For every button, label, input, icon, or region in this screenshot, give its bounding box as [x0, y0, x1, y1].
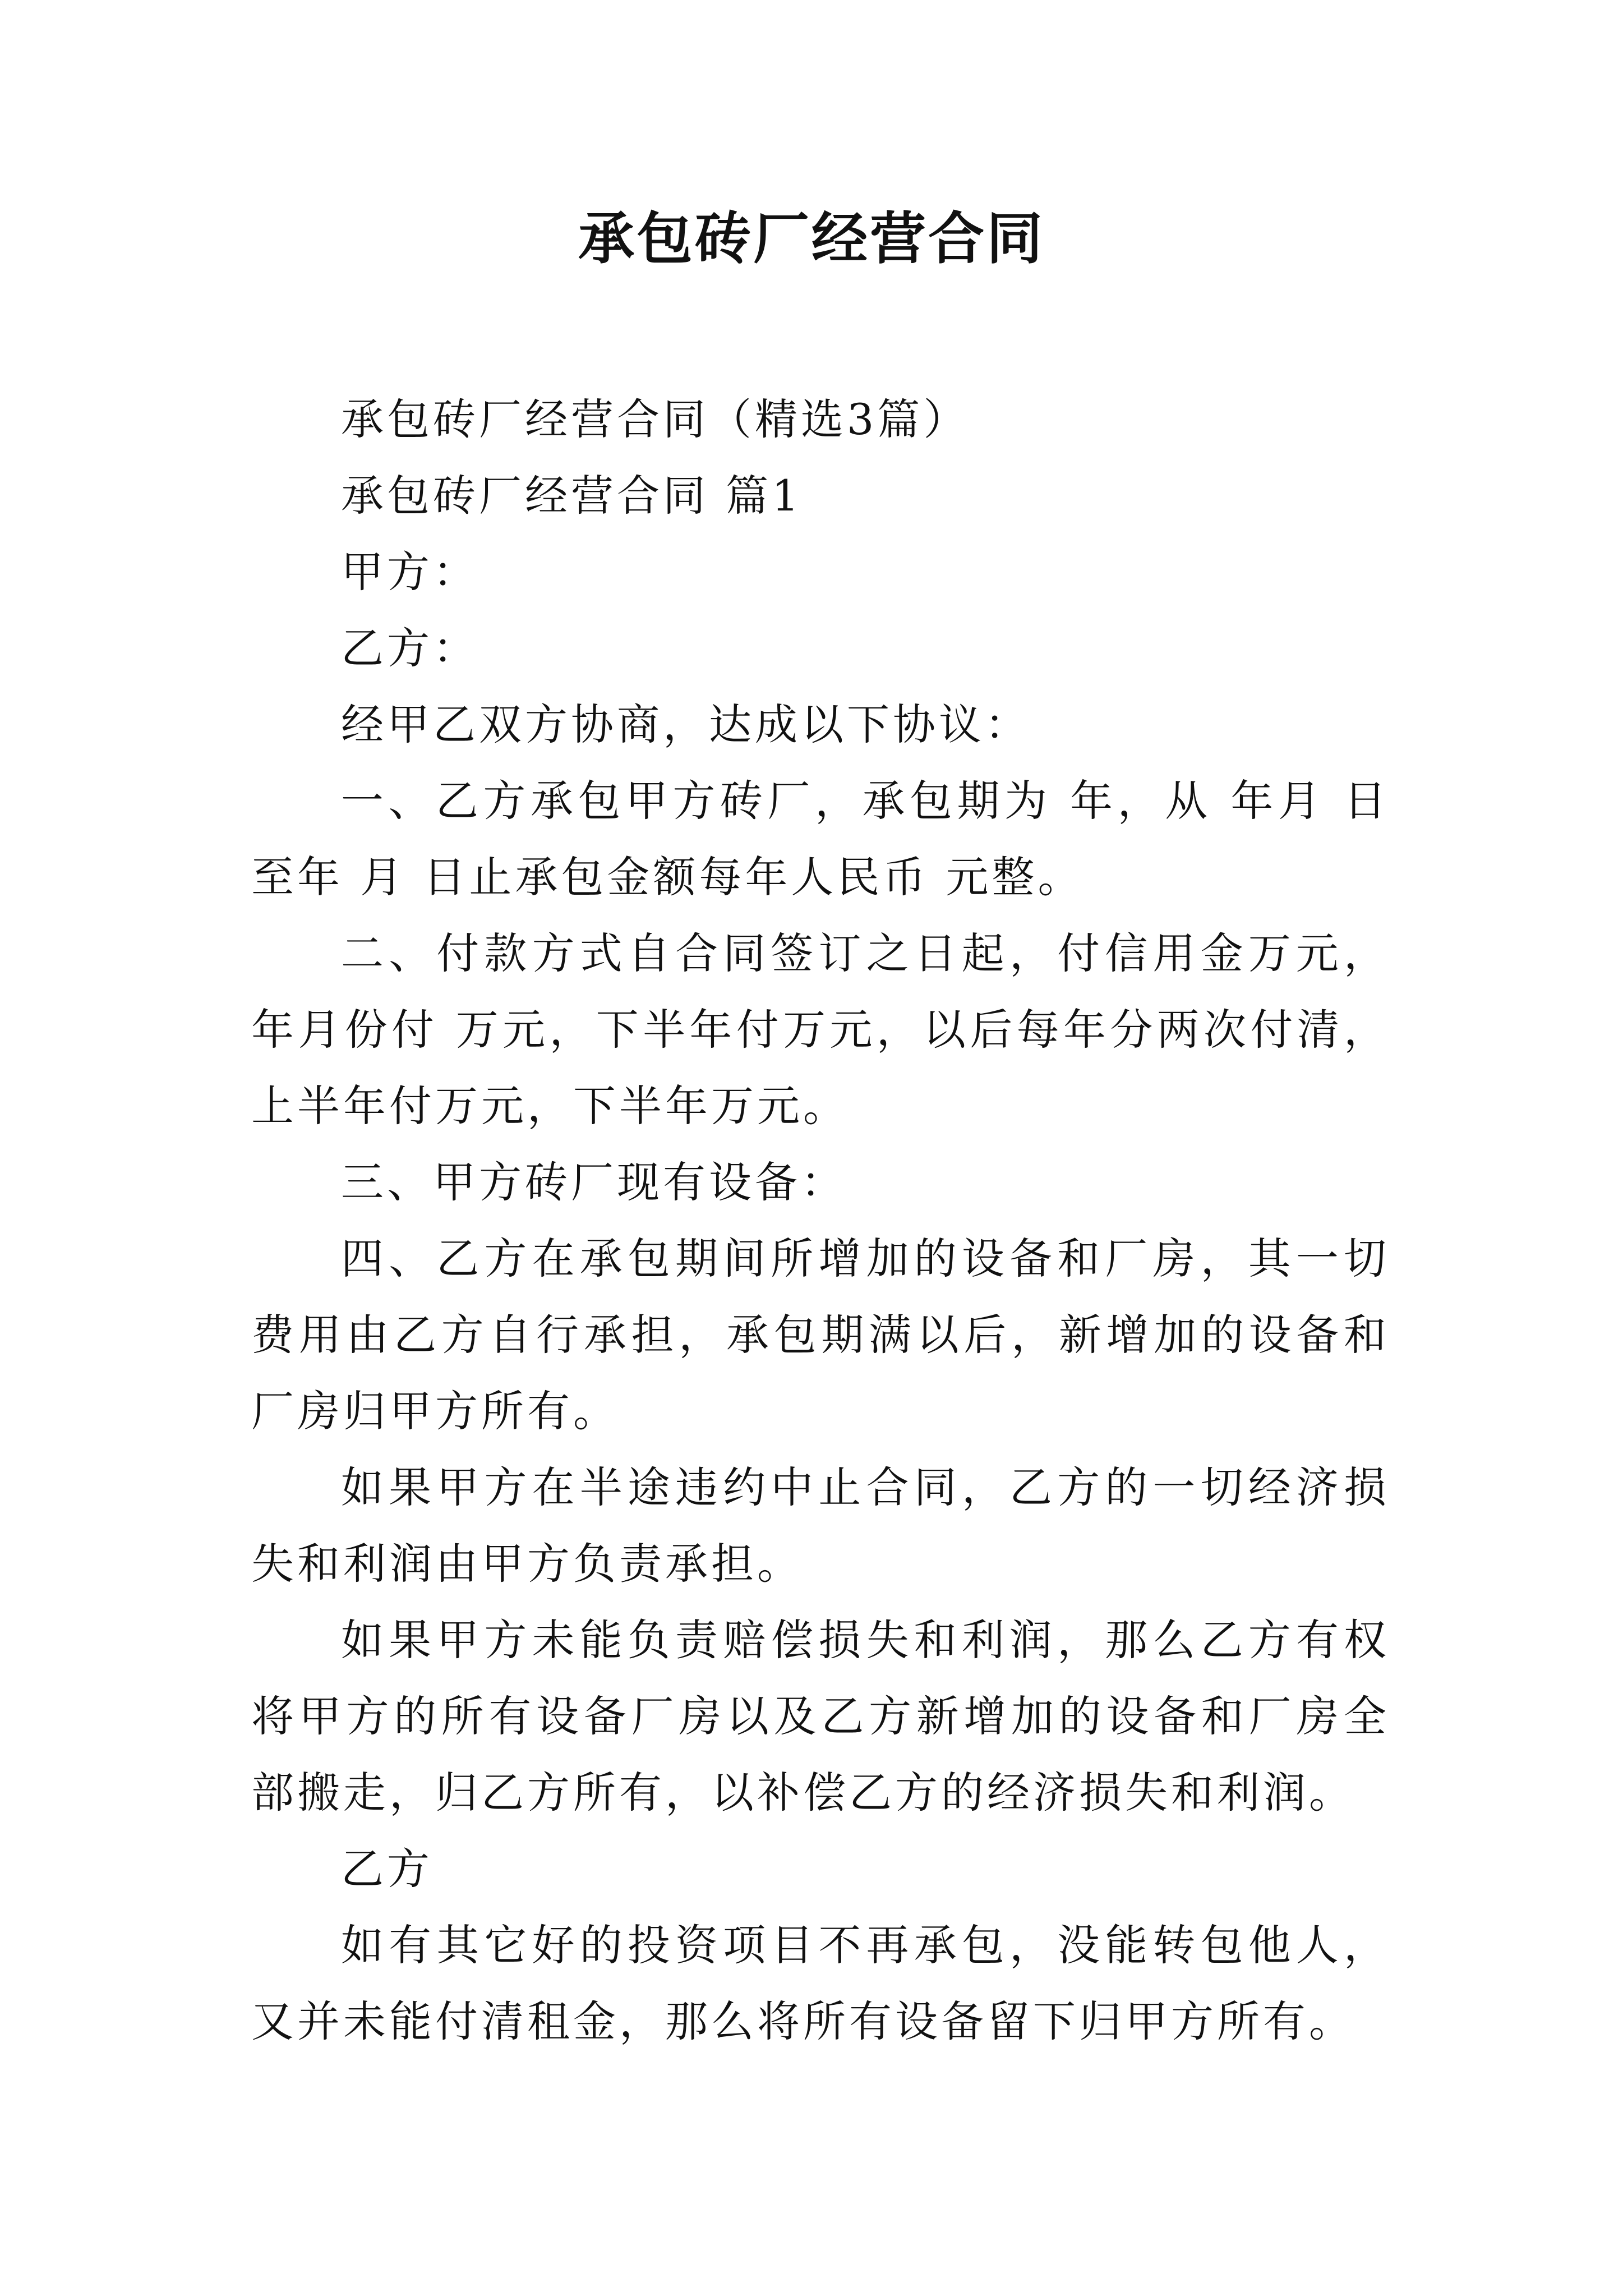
paragraph-party-a: 甲方： — [341, 547, 479, 597]
paragraph-clause-2: 二、付款方式自合同签订之日起，付信用金万元， 年月份付 万元，下半年付万元，以后每年分两次付清，上半年付万元，下半年万元。 — [251, 928, 1424, 1131]
paragraph-party-b: 乙方： — [341, 623, 479, 673]
paragraph-subtitle: 承包砖厂经营合同（精选3篇） — [341, 394, 970, 444]
paragraph-breach-b: 如有其它好的投资项目不再承包，没能转包他人，又并未能付清租金，那么将所有设备留下归甲方所有。 — [251, 1920, 1390, 2046]
paragraph-compensation: 如果甲方未能负责赔偿损失和利润，那么乙方有权将甲方的所有设备厂房以及乙方新增加的设备和厂房全部搬走，归乙方所有，以补偿乙方的经济损失和利润。 — [251, 1615, 1390, 1818]
document-body — [251, 381, 1424, 2060]
paragraph-breach-a: 如果甲方在半途违约中止合同，乙方的一切经济损失和利润由甲方负责承担。 — [251, 1462, 1390, 1589]
document-title: 承包砖厂经营合同 — [578, 205, 1045, 272]
paragraph-party-b-label: 乙方 — [341, 1844, 433, 1894]
paragraph-agreement-intro: 经甲乙双方协商，达成以下协议： — [341, 700, 1031, 749]
paragraph-section-heading: 承包砖厂经营合同 篇1 — [341, 471, 803, 521]
paragraph-clause-3: 三、甲方砖厂现有设备： — [341, 1157, 847, 1207]
paragraph-clause-1: 一、乙方承包甲方砖厂，承包期为 年，从 年月 日至年 月 日止承包金额每年人民币 元整。 — [251, 776, 1390, 902]
paragraph-clause-4: 四、乙方在承包期间所增加的设备和厂房，其一切费用由乙方自行承担，承包期满以后，新增加的设备和厂房归甲方所有。 — [251, 1234, 1390, 1436]
